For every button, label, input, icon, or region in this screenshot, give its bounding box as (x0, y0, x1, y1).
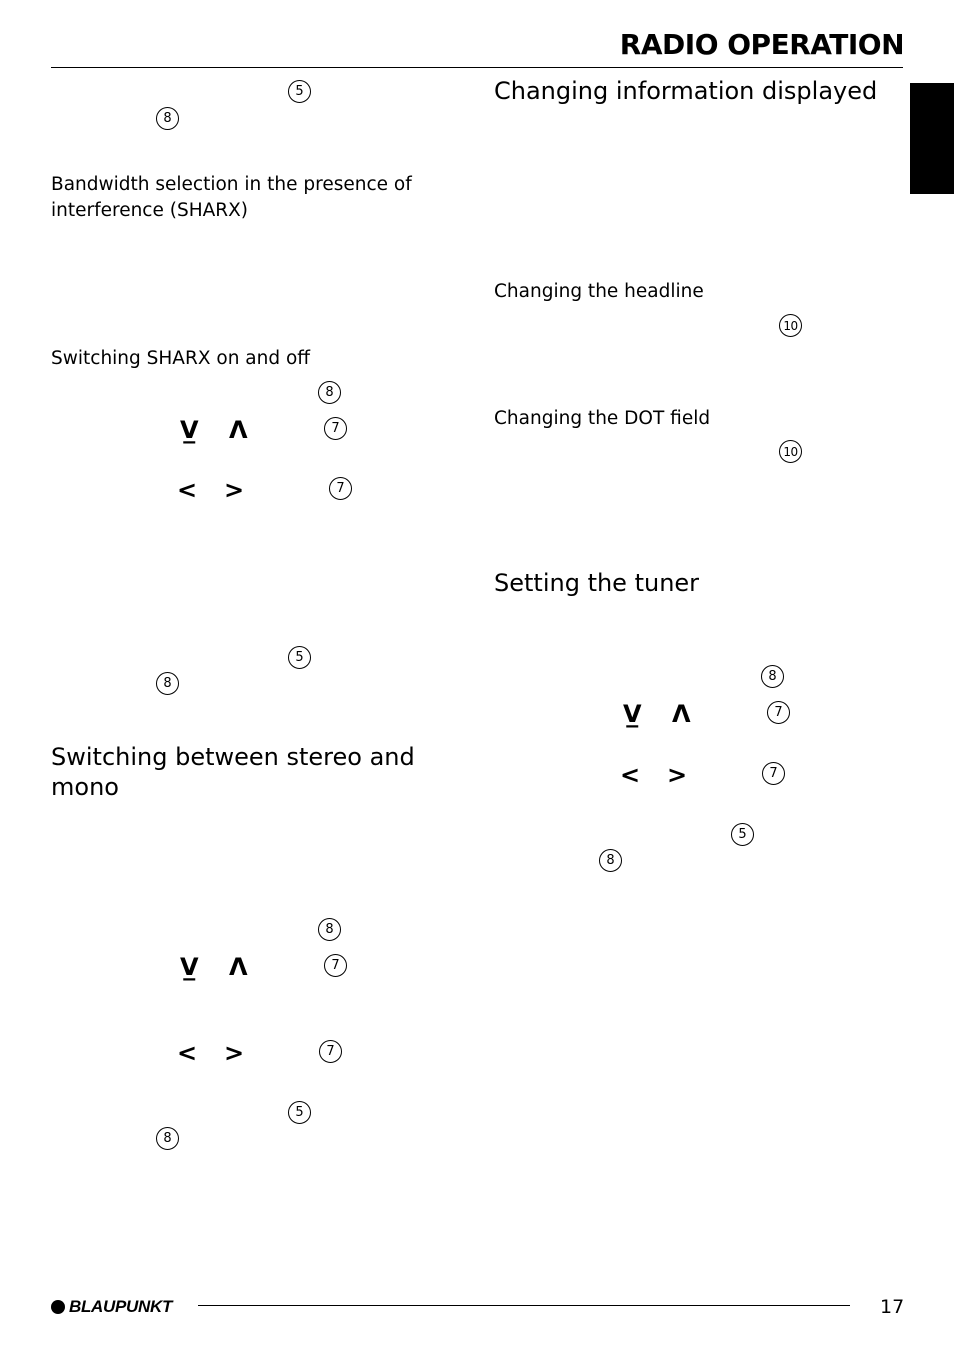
arrow-left-icon: < (177, 476, 198, 504)
arrow-left-icon: < (620, 761, 641, 789)
callout-8: 8 (599, 849, 622, 872)
brand-name: BLAUPUNKT (69, 1297, 173, 1316)
callout-8: 8 (318, 918, 341, 941)
bandwidth-heading: Bandwidth selection in the presence of interference (SHARX) (51, 174, 412, 221)
arrow-down-icon: V̲ (180, 953, 199, 981)
title-divider (51, 67, 903, 68)
arrow-up-icon: Ʌ (229, 416, 248, 444)
headline-heading: Changing the headline (494, 281, 704, 302)
arrow-right-icon: > (224, 1039, 245, 1067)
arrow-right-icon: > (667, 761, 688, 789)
callout-5: 5 (288, 1101, 311, 1124)
dot-field-heading: Changing the DOT field (494, 408, 711, 429)
callout-10: 10 (779, 440, 802, 463)
callout-8: 8 (156, 107, 179, 130)
arrow-right-icon: > (224, 476, 245, 504)
arrow-up-icon: Ʌ (229, 953, 248, 981)
language-tab-marker (910, 83, 954, 194)
arrow-down-icon: V̲ (180, 416, 199, 444)
callout-5: 5 (731, 823, 754, 846)
callout-5: 5 (288, 646, 311, 669)
page-title: RADIO OPERATION (619, 28, 904, 61)
callout-7: 7 (329, 477, 352, 500)
info-displayed-heading: Changing information displayed (494, 77, 878, 105)
callout-5: 5 (288, 80, 311, 103)
callout-7: 7 (319, 1040, 342, 1063)
stereo-mono-heading: Switching between stereo and mono (51, 743, 415, 801)
callout-8: 8 (761, 665, 784, 688)
callout-8: 8 (318, 381, 341, 404)
footer-divider (198, 1305, 850, 1306)
callout-7: 7 (324, 954, 347, 977)
callout-8: 8 (156, 672, 179, 695)
callout-8: 8 (156, 1127, 179, 1150)
callout-7: 7 (767, 701, 790, 724)
arrow-up-icon: Ʌ (672, 700, 691, 728)
sharx-heading: Switching SHARX on and off (51, 348, 311, 369)
callout-7: 7 (762, 762, 785, 785)
brand-logo (51, 1297, 172, 1317)
arrow-left-icon: < (177, 1039, 198, 1067)
tuner-heading: Setting the tuner (494, 569, 700, 597)
callout-7: 7 (324, 417, 347, 440)
logo-dot-icon (51, 1300, 65, 1314)
page-number: 17 (880, 1296, 905, 1318)
callout-10: 10 (779, 314, 802, 337)
arrow-down-icon: V̲ (623, 700, 642, 728)
